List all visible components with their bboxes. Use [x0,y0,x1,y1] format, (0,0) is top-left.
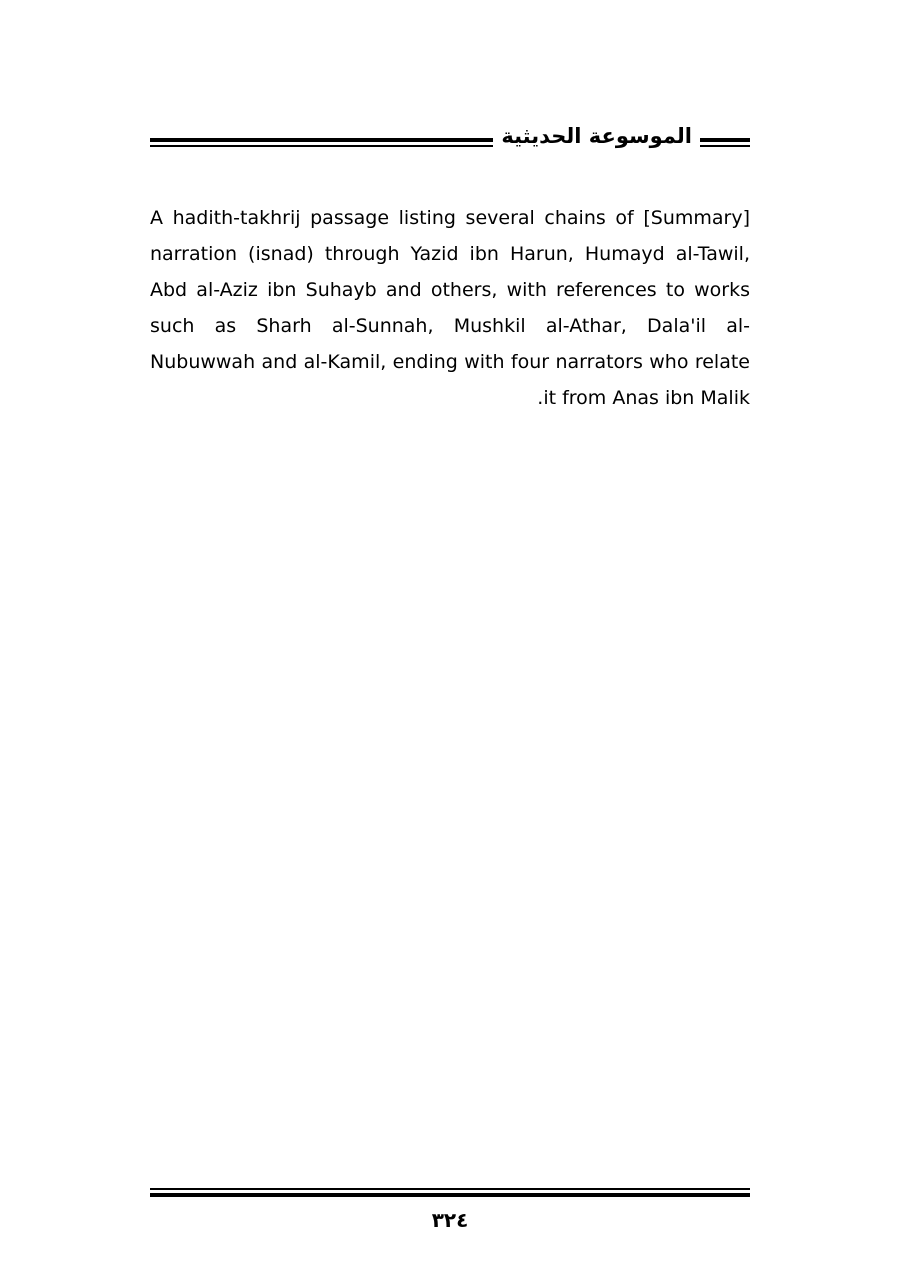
page-body [150,200,750,422]
running-header [150,122,750,162]
footer-rule-thin [150,1188,750,1190]
page-number: ٣٢٤ [431,1208,469,1232]
running-header-title: الموسوعة الحديثية [493,124,700,148]
footer-rule-thick [150,1193,750,1197]
summary-paragraph: [Summary] A hadith-takhrij passage listing several chains of narration (isnad) through Yazid ibn Harun, Humayd al-Tawil, Abd al-Aziz ibn Suhayb and others, with references to works such as Sharh al-Sunnah, Mushkil al-Athar, Dala'il al-Nubuwwah and al-Kamil, ending with four narrators who relate it from Anas ibn Malik. [150,207,751,409]
footer-rules [150,1188,750,1197]
